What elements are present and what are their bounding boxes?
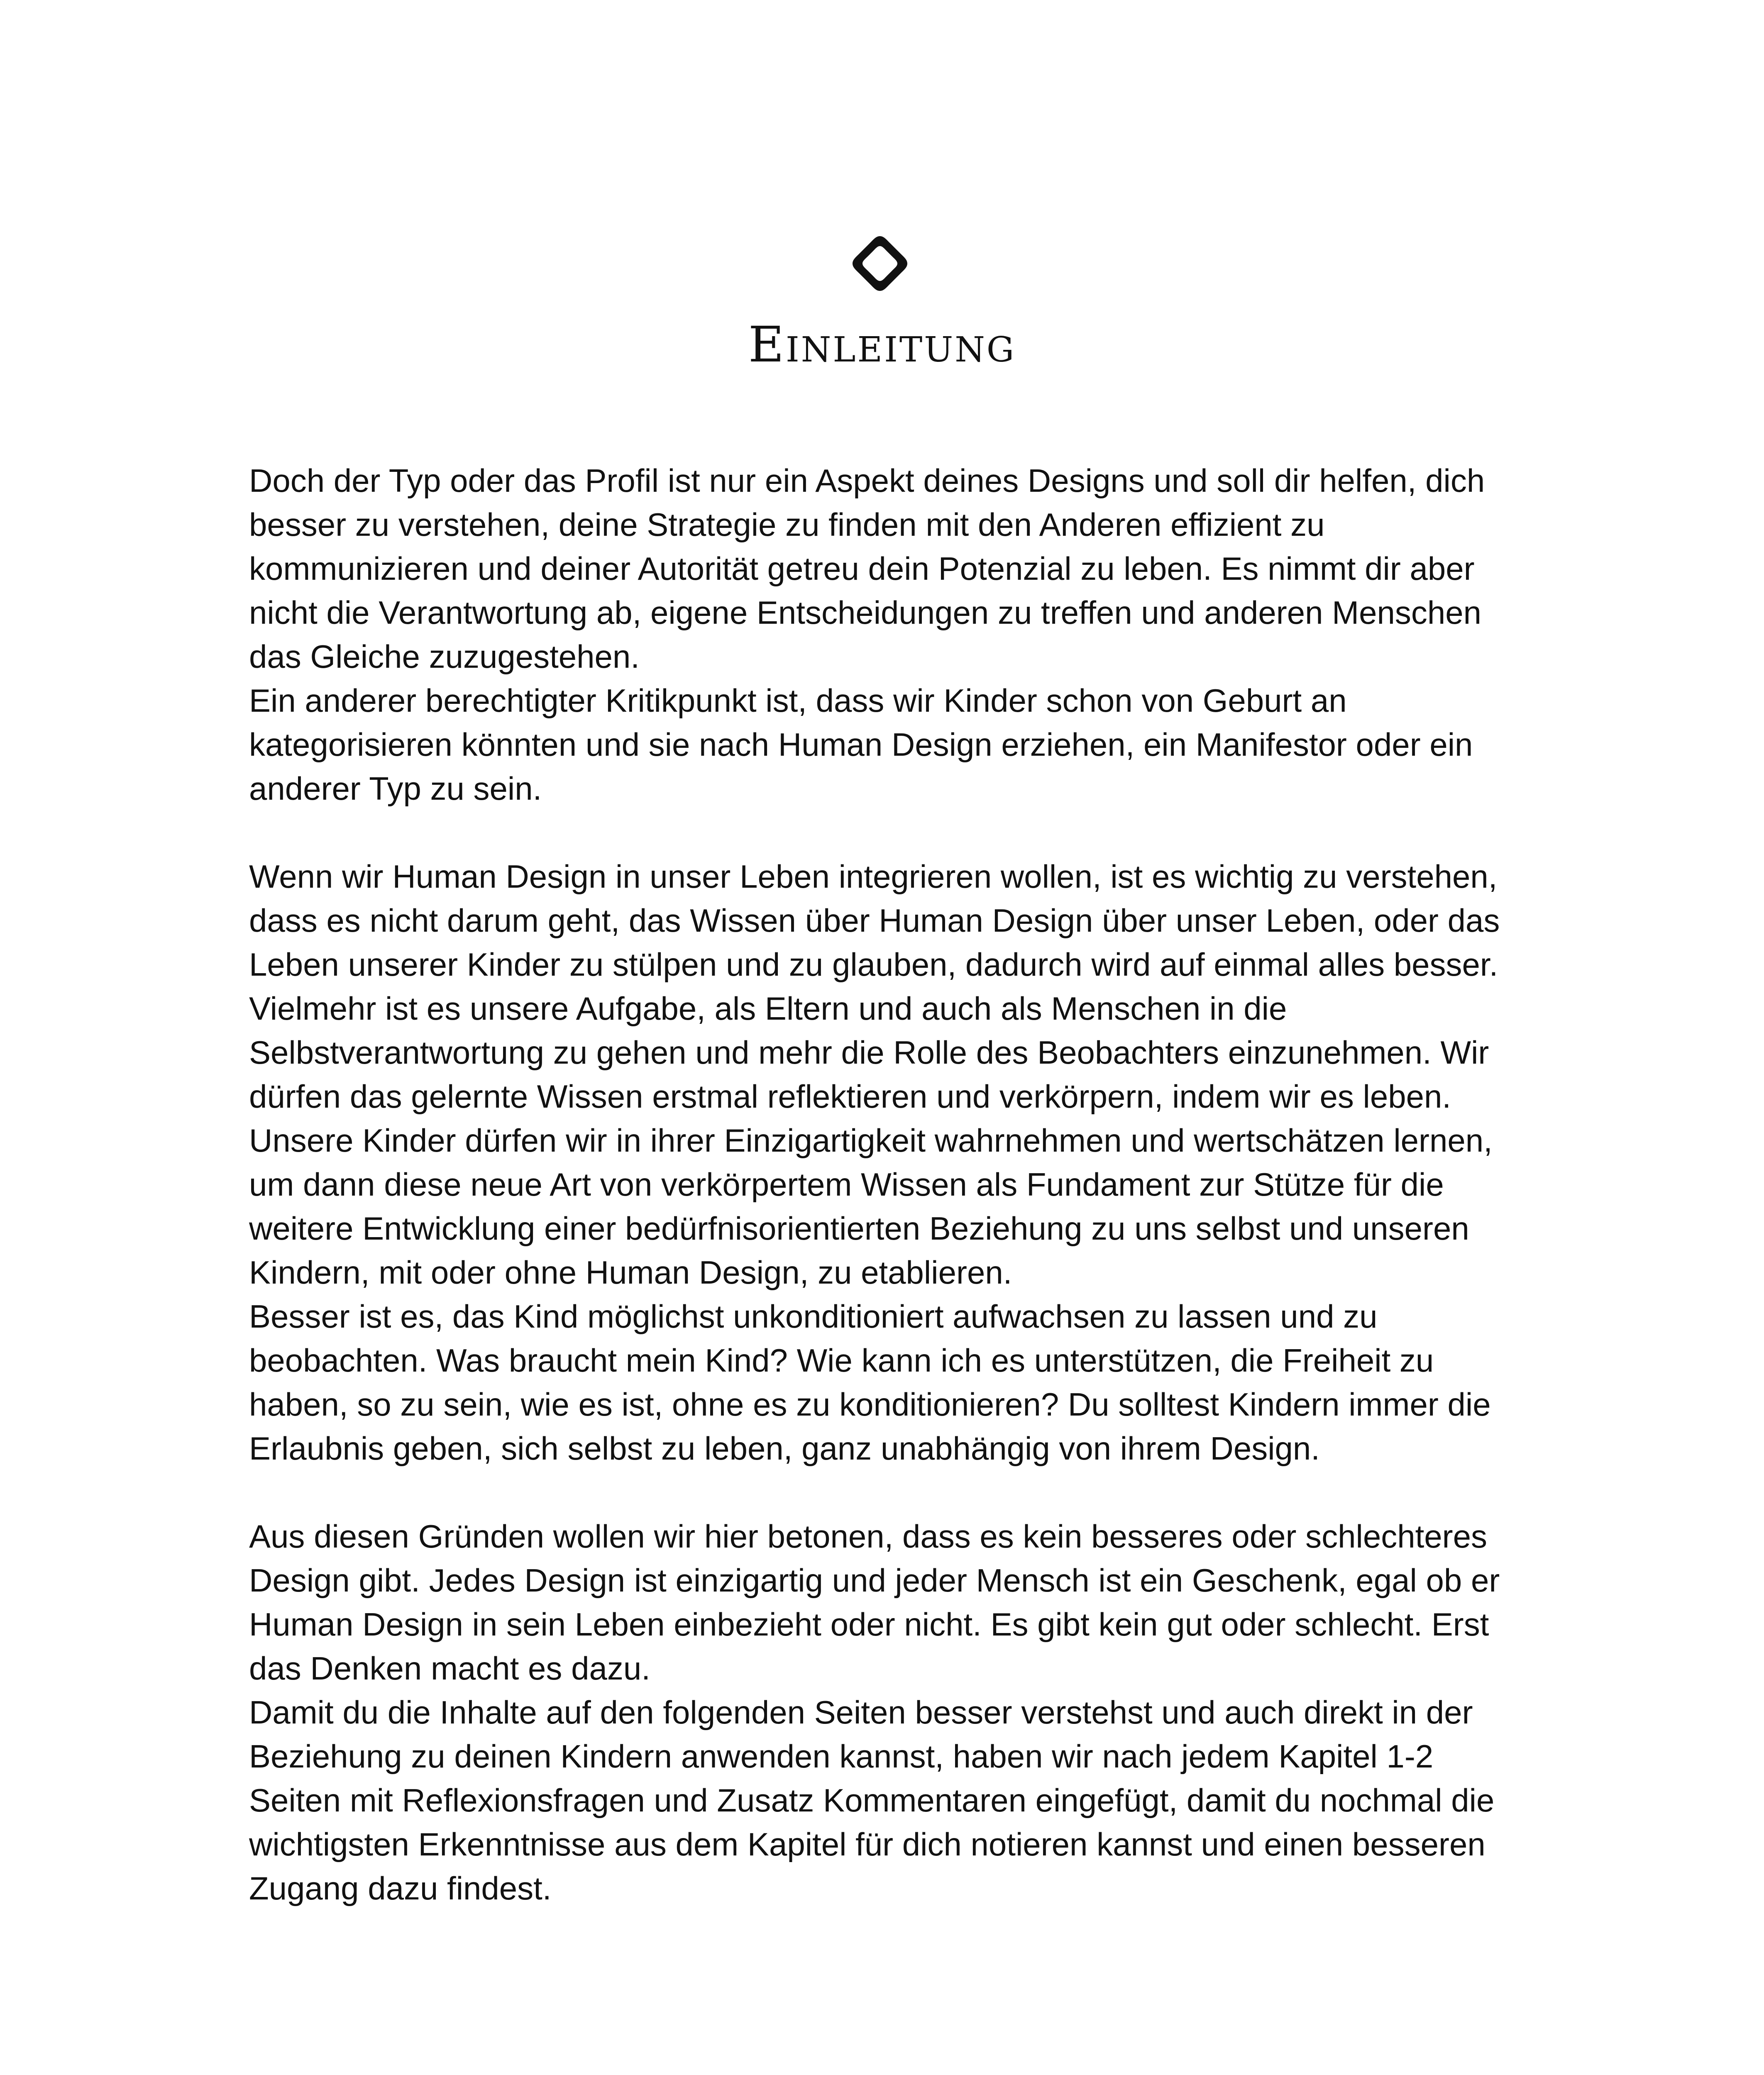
page-title: Einleitung	[748, 316, 1016, 373]
paragraph: Wenn wir Human Design in unser Leben integrieren wollen, ist es wichtig zu verstehen, dass es nicht darum geht, das Wissen über Human Design über unser Leben, oder das Leben unserer Kinder zu stülpen und zu glauben, dadurch wird auf einmal alles besser. Vielmehr ist es unsere Aufgabe, als Eltern und auch als Menschen in die Selbstverantwortung zu gehen und mehr die Rolle des Beobachters einzunehmen. Wir dürfen das gelernte Wissen erstmal reflektieren und verkörpern, indem wir es leben. Unsere Kinder dürfen wir in ihrer Einzigartigkeit wahrnehmen und wertschätzen lernen, um dann diese neue Art von verkörpertem Wissen als Fundament zur Stütze für die weitere Entwicklung einer bedürfnisorientierten Beziehung zu uns selbst und unseren Kindern, mit oder ohne Human Design, zu etablieren.	[249, 858, 1500, 1291]
paragraph: Doch der Typ oder das Profil ist nur ein Aspekt deines Designs und soll dir helfen, dich besser zu verstehen, deine Strategie zu finden mit den Anderen effizient zu kommunizieren und deiner Autorität getreu dein Potenzial zu leben. Es nimmt dir aber nicht die Verantwortung ab, eigene Entscheidungen zu treffen und anderen Menschen das Gleiche zuzugestehen.	[249, 462, 1485, 675]
body-text	[249, 459, 1527, 1910]
paragraph: Besser ist es, das Kind möglichst unkonditioniert aufwachsen zu lassen und zu beobachten. Was braucht mein Kind? Wie kann ich es unterstützen, die Freiheit zu haben, so zu sein, wie es ist, ohne es zu konditionieren? Du solltest Kindern immer die Erlaubnis geben, sich selbst zu leben, ganz unabhängig von ihrem Design.	[249, 1298, 1491, 1467]
paragraph: Ein anderer berechtigter Kritikpunkt ist, dass wir Kinder schon von Geburt an kategorisieren könnten und sie nach Human Design erziehen, ein Manifestor oder ein anderer Typ zu sein.	[249, 682, 1473, 807]
paragraph: Damit du die Inhalte auf den folgenden Seiten besser verstehst und auch direkt in der Beziehung zu deinen Kindern anwenden kannst, haben wir nach jedem Kapitel 1-2 Seiten mit Reflexionsfragen und Zusatz Kommentaren eingefügt, damit du nochmal die wichtigsten Erkenntnisse aus dem Kapitel für dich notieren kannst und einen besseren Zugang dazu findest.	[249, 1694, 1495, 1907]
paragraph: Aus diesen Gründen wollen wir hier betonen, dass es kein besseres oder schlechteres Design gibt. Jedes Design ist einzigartig und jeder Mensch ist ein Geschenk, egal ob er Human Design in sein Leben einbezieht oder nicht. Es gibt kein gut oder schlecht. Erst das Denken macht es dazu.	[249, 1518, 1500, 1687]
rounded-diamond-icon	[849, 232, 911, 295]
